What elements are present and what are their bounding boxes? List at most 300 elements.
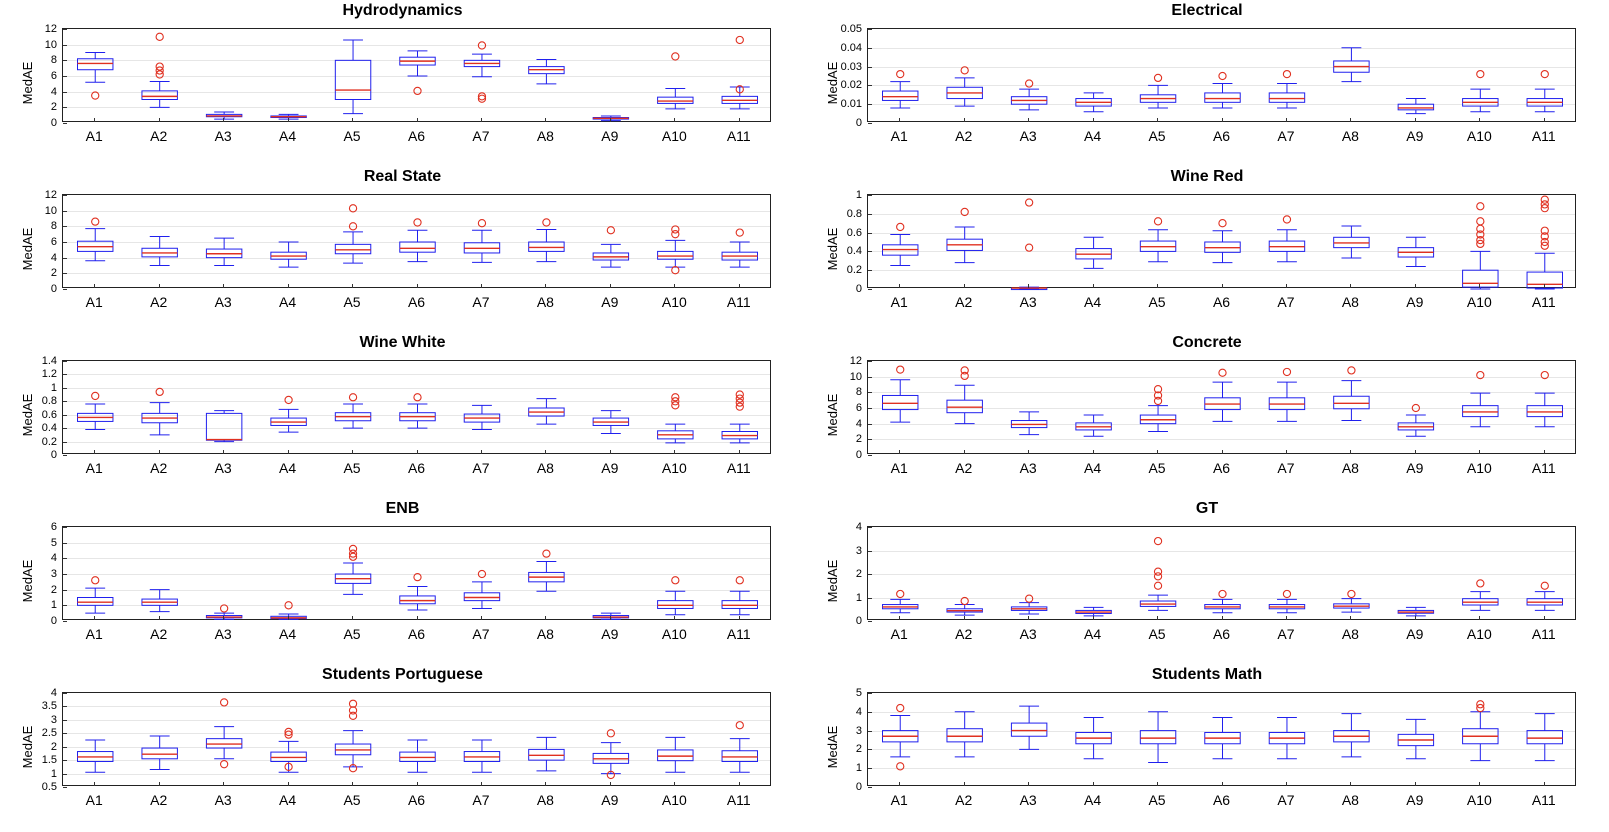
x-tick-mark [1157,616,1158,620]
y-tick-label: 2 [855,433,862,446]
x-tick-mark [1544,450,1545,454]
x-tick-label: A2 [955,626,973,642]
x-tick-mark [739,284,740,288]
y-tick-label: 2 [855,568,862,580]
plot-area [44,23,771,129]
box-series [868,361,1577,455]
y-tick-label: 0.6 [41,408,57,421]
x-tick-mark [964,616,965,620]
chart-panel-real-state [0,166,805,332]
plot-area [44,189,771,295]
y-tick-label: 0.4 [846,245,862,258]
plot-area [855,687,1576,793]
box-series [63,361,772,455]
chart-title: Hydrodynamics [342,2,463,19]
x-tick-mark [94,118,95,122]
plot-area [50,521,771,627]
x-tick-mark [159,616,160,620]
x-tick-mark [1479,284,1480,288]
y-tick-label: 2.5 [41,727,57,740]
x-tick-label: A3 [214,128,232,144]
y-tick-label: 3 [855,724,862,737]
y-tick-label: 8 [50,220,57,233]
x-tick-label: A9 [1406,792,1424,808]
x-tick-mark [481,284,482,288]
y-tick-label: 1.4 [41,355,57,367]
x-tick-mark [223,118,224,122]
x-tick-mark [352,782,353,786]
y-tick-label: 4 [50,687,57,699]
x-tick-label: A7 [1277,460,1295,476]
x-tick-mark [352,616,353,620]
x-tick-label: A3 [1019,128,1037,144]
x-tick-mark [674,616,675,620]
x-tick-label: A7 [1277,626,1295,642]
x-tick-label: A11 [1531,626,1556,642]
x-tick-label: A3 [214,460,232,476]
y-tick-label: 0 [855,615,862,627]
x-tick-label: A4 [1084,460,1102,476]
x-tick-label: A11 [726,792,751,808]
x-tick-label: A4 [1084,294,1102,310]
x-tick-label: A7 [1277,128,1295,144]
y-tick-label: 3 [50,568,57,580]
x-tick-mark [223,450,224,454]
x-tick-label: A1 [890,792,908,808]
chart-title: Real State [363,168,442,185]
x-tick-mark [1028,782,1029,786]
y-axis-label: MedAE [824,61,840,105]
box-series [868,195,1577,289]
y-tick-label: 0 [855,117,862,129]
x-tick-label: A4 [1084,128,1102,144]
chart-title: Students Math [1151,666,1263,683]
x-tick-mark [899,616,900,620]
y-tick-label: 10 [849,370,862,383]
x-tick-mark [159,118,160,122]
x-tick-label: A1 [85,460,103,476]
y-tick-label: 8 [50,54,57,67]
y-axis-label: MedAE [19,227,35,271]
y-tick-label: 0.02 [840,79,862,92]
y-tick-label: 4 [855,521,862,533]
x-tick-label: A2 [955,460,973,476]
y-tick-label: 0.03 [840,60,862,73]
x-tick-mark [1350,782,1351,786]
x-tick-mark [159,450,160,454]
x-tick-mark [1350,450,1351,454]
x-tick-label: A3 [1019,792,1037,808]
x-tick-mark [674,284,675,288]
x-tick-mark [964,782,965,786]
y-tick-label: 0.6 [846,226,862,239]
x-tick-label: A2 [150,626,168,642]
y-tick-mark [63,289,67,290]
x-tick-mark [1222,782,1223,786]
x-tick-mark [1093,782,1094,786]
x-tick-label: A2 [150,792,168,808]
chart-title: Electrical [1171,2,1243,19]
x-tick-label: A3 [214,294,232,310]
x-tick-label: A2 [955,128,973,144]
y-tick-label: 6 [50,236,57,248]
x-tick-mark [674,118,675,122]
x-tick-label: A9 [601,128,619,144]
x-tick-mark [545,284,546,288]
y-tick-mark [868,621,872,622]
x-tick-label: A9 [1406,294,1424,310]
x-tick-label: A4 [279,626,297,642]
x-tick-label: A1 [890,128,908,144]
x-tick-label: A10 [1466,294,1492,310]
x-tick-mark [1157,284,1158,288]
x-tick-label: A5 [1148,128,1166,144]
box-series [63,527,772,621]
x-tick-mark [1415,616,1416,620]
y-axis-label: MedAE [19,61,35,105]
chart-panel-electrical [805,0,1609,166]
x-tick-mark [545,616,546,620]
x-tick-mark [288,118,289,122]
y-tick-label: 0 [50,117,57,129]
plot-area [41,687,771,793]
y-tick-label: 1 [855,189,862,201]
x-tick-mark [1415,118,1416,122]
x-tick-label: A2 [150,128,168,144]
y-tick-label: 5 [50,536,57,549]
y-tick-label: 0 [50,449,57,461]
chart-title: Wine White [359,334,446,351]
x-tick-label: A7 [1277,294,1295,310]
x-tick-mark [899,450,900,454]
plot-area [855,521,1576,627]
x-tick-mark [1415,284,1416,288]
chart-title: Wine Red [1170,168,1244,185]
chart-title: Concrete [1172,334,1242,351]
x-tick-label: A3 [214,626,232,642]
y-tick-label: 0.8 [846,207,862,220]
x-tick-label: A1 [890,626,908,642]
x-tick-label: A7 [1277,792,1295,808]
y-tick-label: 0.05 [840,23,862,35]
x-tick-mark [481,450,482,454]
y-tick-mark [868,289,872,290]
y-tick-label: 0 [50,615,57,627]
y-tick-label: 6 [855,402,862,414]
x-tick-mark [417,284,418,288]
x-tick-label: A4 [1084,792,1102,808]
x-tick-label: A5 [1148,294,1166,310]
y-tick-label: 1.2 [41,368,57,381]
y-tick-label: 4 [50,85,57,98]
x-tick-label: A2 [955,294,973,310]
y-tick-label: 1.5 [41,754,57,767]
x-tick-mark [1028,450,1029,454]
x-tick-label: A6 [407,792,426,808]
x-tick-mark [610,118,611,122]
x-tick-mark [481,616,482,620]
y-axis-label: MedAE [824,559,840,603]
y-tick-label: 0 [855,283,862,295]
chart-panel-concrete [805,332,1609,498]
x-tick-label: A10 [661,128,687,144]
x-tick-label: A6 [407,294,426,310]
x-tick-mark [1286,284,1287,288]
x-tick-label: A2 [955,792,973,808]
y-tick-label: 0.04 [840,41,862,54]
chart-panel-students-math [805,664,1609,830]
x-tick-mark [545,782,546,786]
x-tick-label: A6 [407,626,426,642]
x-tick-mark [223,616,224,620]
x-tick-label: A10 [661,792,687,808]
plot-area [846,189,1576,295]
x-tick-label: A11 [1531,460,1556,476]
x-tick-label: A3 [1019,294,1037,310]
x-tick-label: A1 [85,626,103,642]
y-axis-label: MedAE [824,725,840,769]
y-tick-label: 2 [50,740,57,753]
y-tick-label: 0 [855,449,862,461]
x-tick-label: A5 [343,128,361,144]
y-tick-label: 2 [50,583,57,596]
x-tick-mark [964,450,965,454]
x-tick-mark [288,616,289,620]
x-tick-mark [1479,616,1480,620]
x-tick-mark [610,782,611,786]
x-tick-mark [481,118,482,122]
x-tick-label: A3 [1019,460,1037,476]
x-tick-label: A1 [890,294,908,310]
y-tick-label: 12 [44,189,57,201]
x-tick-mark [288,782,289,786]
y-tick-label: 2 [50,267,57,280]
x-tick-label: A8 [1341,626,1359,642]
x-tick-mark [1286,118,1287,122]
x-tick-mark [1479,118,1480,122]
x-tick-label: A11 [726,460,751,476]
x-tick-mark [899,782,900,786]
x-tick-label: A11 [1531,128,1556,144]
x-tick-mark [94,284,95,288]
x-tick-mark [1415,450,1416,454]
x-tick-label: A4 [279,792,297,808]
x-tick-label: A11 [726,128,751,144]
x-tick-label: A8 [536,128,554,144]
chart-panel-wine-red [805,166,1609,332]
x-tick-mark [94,450,95,454]
y-tick-label: 4 [855,705,862,718]
y-tick-mark [63,123,67,124]
x-tick-mark [223,284,224,288]
plot-area [840,23,1576,129]
x-tick-mark [1028,616,1029,620]
x-tick-label: A9 [601,294,619,310]
plot-area [41,355,771,461]
x-tick-label: A9 [1406,128,1424,144]
chart-title: ENB [385,500,420,517]
chart-panel-wine-white [0,332,805,498]
box-series [63,693,772,787]
x-tick-mark [610,450,611,454]
x-tick-mark [1350,616,1351,620]
x-tick-mark [1093,616,1094,620]
y-tick-label: 1 [50,767,57,780]
box-series [868,527,1577,621]
y-tick-label: 0 [50,283,57,295]
box-series [63,195,772,289]
x-tick-label: A6 [1212,792,1231,808]
y-tick-mark [63,455,67,456]
y-tick-label: 0.8 [41,395,57,408]
x-tick-mark [739,118,740,122]
x-tick-label: A7 [472,626,490,642]
x-tick-label: A9 [1406,626,1424,642]
x-tick-mark [1544,284,1545,288]
x-tick-mark [1028,284,1029,288]
x-tick-label: A4 [279,460,297,476]
x-tick-label: A8 [1341,792,1359,808]
x-tick-mark [545,450,546,454]
x-tick-label: A10 [1466,792,1492,808]
x-tick-label: A11 [726,294,751,310]
x-tick-label: A6 [407,460,426,476]
x-tick-mark [739,782,740,786]
x-tick-label: A9 [601,626,619,642]
x-tick-label: A10 [1466,460,1492,476]
chart-title: Students Portuguese [322,666,483,683]
y-tick-label: 6 [50,521,57,533]
y-tick-label: 10 [44,204,57,217]
x-tick-label: A8 [1341,460,1359,476]
y-tick-label: 10 [44,38,57,51]
x-tick-mark [1093,450,1094,454]
x-tick-label: A10 [1466,626,1492,642]
x-tick-label: A1 [85,128,103,144]
y-tick-label: 5 [855,687,862,699]
x-tick-label: A6 [407,128,426,144]
y-tick-label: 0.2 [846,264,862,277]
x-tick-mark [223,782,224,786]
y-tick-label: 0.4 [41,422,57,435]
box-series [63,29,772,123]
x-tick-label: A11 [1531,294,1556,310]
y-tick-label: 0.01 [840,98,862,111]
y-tick-mark [868,787,872,788]
x-tick-mark [159,782,160,786]
x-tick-label: A8 [1341,128,1359,144]
x-tick-label: A3 [1019,626,1037,642]
x-tick-mark [1222,450,1223,454]
y-tick-mark [63,787,67,788]
y-tick-label: 0.5 [41,781,57,793]
x-tick-mark [1157,782,1158,786]
y-tick-label: 1 [855,591,862,604]
y-axis-label: MedAE [824,227,840,271]
y-tick-label: 0 [855,781,862,793]
x-tick-mark [899,284,900,288]
x-tick-label: A9 [1406,460,1424,476]
x-tick-label: A10 [1466,128,1492,144]
x-tick-label: A5 [343,792,361,808]
plot-area [849,355,1576,461]
x-tick-mark [610,616,611,620]
x-tick-mark [1350,118,1351,122]
y-tick-label: 12 [849,355,862,367]
y-axis-label: MedAE [824,393,840,437]
y-axis-label: MedAE [19,725,35,769]
x-tick-mark [1093,118,1094,122]
box-series [868,693,1577,787]
y-tick-label: 2 [50,101,57,114]
y-tick-label: 4 [50,552,57,565]
y-tick-label: 8 [855,386,862,399]
x-tick-label: A5 [1148,460,1166,476]
y-tick-label: 4 [50,251,57,264]
x-tick-mark [417,118,418,122]
x-tick-mark [417,616,418,620]
y-tick-label: 12 [44,23,57,35]
x-tick-label: A2 [150,460,168,476]
x-tick-label: A11 [1531,792,1556,808]
x-tick-mark [1350,284,1351,288]
x-tick-label: A1 [85,294,103,310]
x-tick-label: A9 [601,460,619,476]
x-tick-label: A9 [601,792,619,808]
x-tick-label: A11 [726,626,751,642]
y-tick-mark [868,455,872,456]
x-tick-mark [481,782,482,786]
x-tick-mark [288,450,289,454]
x-tick-mark [159,284,160,288]
x-tick-label: A4 [1084,626,1102,642]
x-tick-label: A8 [1341,294,1359,310]
chart-panel-gt [805,498,1609,664]
x-tick-label: A6 [1212,460,1231,476]
x-tick-mark [545,118,546,122]
x-tick-label: A4 [279,128,297,144]
x-tick-mark [1222,118,1223,122]
x-tick-mark [964,284,965,288]
x-tick-label: A8 [536,792,554,808]
y-tick-label: 2 [855,743,862,756]
x-tick-mark [610,284,611,288]
x-tick-mark [1415,782,1416,786]
x-tick-mark [1544,118,1545,122]
x-tick-label: A5 [343,626,361,642]
x-tick-mark [352,284,353,288]
x-tick-mark [739,450,740,454]
x-tick-mark [1028,118,1029,122]
x-tick-mark [352,118,353,122]
x-tick-label: A5 [343,294,361,310]
chart-panel-hydrodynamics [0,0,805,166]
chart-title: GT [1195,500,1219,517]
x-tick-label: A5 [1148,792,1166,808]
box-series [868,29,1577,123]
chart-panel-students-portuguese [0,664,805,830]
x-tick-label: A10 [661,294,687,310]
x-tick-label: A7 [472,128,490,144]
x-tick-mark [1544,782,1545,786]
y-tick-label: 1 [50,381,57,394]
x-tick-mark [674,450,675,454]
x-tick-label: A4 [279,294,297,310]
y-tick-mark [63,621,67,622]
x-tick-mark [1222,616,1223,620]
x-tick-mark [739,616,740,620]
x-tick-mark [964,118,965,122]
